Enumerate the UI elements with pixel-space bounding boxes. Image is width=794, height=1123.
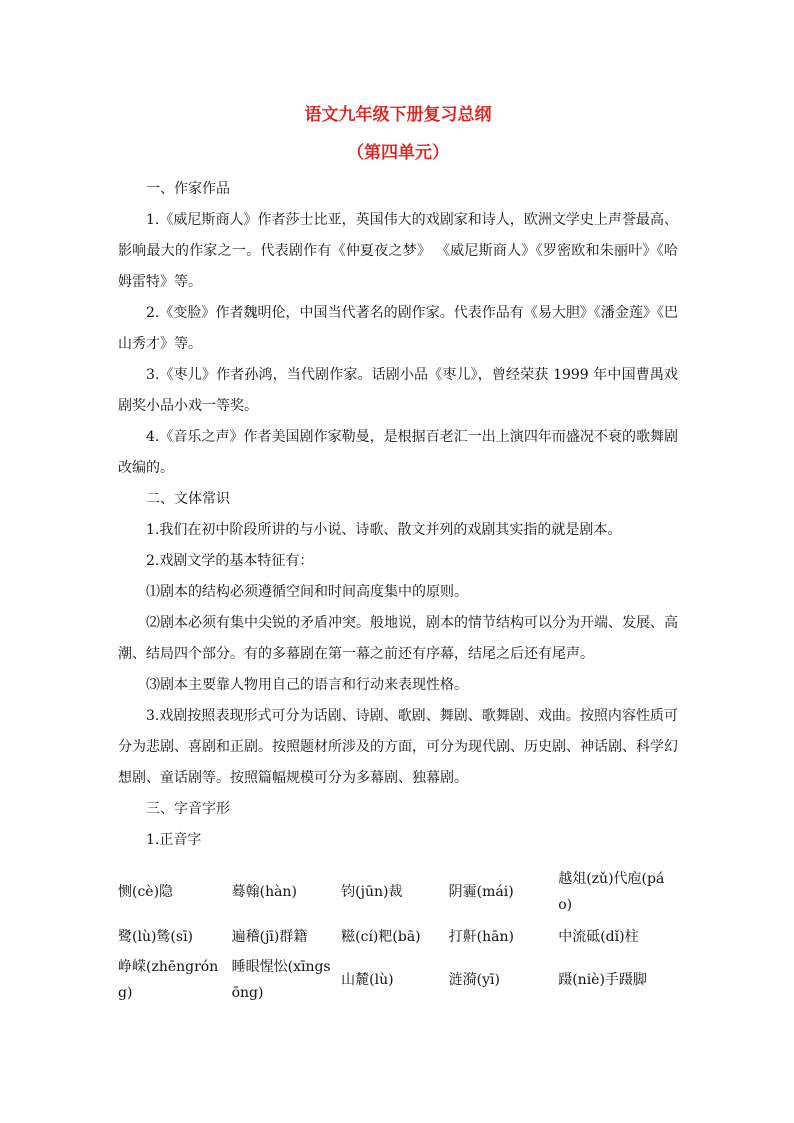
section-pronunciation <box>118 794 678 856</box>
table-cell: 阴霾(mái) <box>448 884 514 900</box>
document-title: 语文九年级下册复习总纲 <box>304 105 492 125</box>
table-cell: 涟漪(yī) <box>448 972 500 988</box>
paragraph: 2.戏剧文学的基本特征有： <box>146 553 314 569</box>
table-cell: 恻(cè)隐 <box>118 884 174 900</box>
table-cell: 打鼾(hān) <box>448 929 514 945</box>
table-cell: 睡眼惺忪(xīngsōng) <box>231 959 331 1001</box>
paragraph: ⑶剧本主要靠人物用自己的语言和行动来表现性格。 <box>146 677 468 693</box>
paragraph: 2.《变脸》作者魏明伦，中国当代著名的剧作家。代表作品有《易大胆》《潘金莲》《巴山秀才》等。 <box>118 305 678 352</box>
document-body <box>118 174 678 1006</box>
table-cell: 越俎(zǔ)代庖(páo) <box>558 871 665 913</box>
paragraph: ⑴剧本的结构必须遵循空间和时间高度集中的原则。 <box>146 584 468 600</box>
paragraph: 1.正音字 <box>146 832 202 848</box>
paragraph: 1.《威尼斯商人》作者莎士比亚，英国伟大的戏剧家和诗人，欧洲文学史上声誉最高、影响最大的作家之一。代表剧作有《仲夏夜之梦》 《威尼斯商人》《罗密欧和朱丽叶》《哈姆雷特》等。 <box>118 212 678 290</box>
paragraph: 4.《音乐之声》作者美国剧作家勒曼，是根据百老汇一出上演四年而盛况不衰的歌舞剧改编的。 <box>118 429 678 476</box>
table-row <box>116 920 680 954</box>
table-cell: 糍(cí)粑(bā) <box>341 929 421 945</box>
table-cell: 蓦翰(hàn) <box>231 884 297 900</box>
paragraph: ⑵剧本必须有集中尖锐的矛盾冲突。般地说，剧本的情节结构可以分为开端、发展、高潮、结局四个部分。有的多幕剧在第一幕之前还有序幕，结尾之后还有尾声。 <box>118 615 678 662</box>
table-cell: 鹭(lù)鸶(sī) <box>118 929 194 945</box>
section-heading: 三、字音字形 <box>146 801 230 817</box>
table-row <box>116 864 680 920</box>
pinyin-table <box>116 864 680 1006</box>
section-authors-works <box>118 174 678 484</box>
table-row <box>116 954 680 1006</box>
table-cell: 遍稽(jī)群籍 <box>231 929 308 945</box>
document-page <box>118 96 678 1006</box>
table-cell: 峥嵘(zhēngróng) <box>118 959 219 1001</box>
section-heading: 一、作家作品 <box>146 181 230 197</box>
table-cell: 钧(jūn)裁 <box>341 884 403 900</box>
paragraph: 1.我们在初中阶段所讲的与小说、诗歌、散文并列的戏剧其实指的就是剧本。 <box>146 522 622 538</box>
paragraph: 3.《枣儿》作者孙鸿，当代剧作家。话剧小品《枣儿》，曾经荣获 1999 年中国曹禺戏剧奖小品小戏一等奖。 <box>118 367 678 414</box>
paragraph: 3.戏剧按照表现形式可分为话剧、诗剧、歌剧、舞剧、歌舞剧、戏曲。按照内容性质可分为悲剧、喜剧和正剧。按照题材所涉及的方面，可分为现代剧、历史剧、神话剧、科学幻想剧、童话剧等。按照篇幅规模可分为多幕剧、独幕剧。 <box>118 708 678 786</box>
section-genre-knowledge <box>118 484 678 794</box>
table-cell: 中流砥(dǐ)柱 <box>558 929 639 945</box>
document-subtitle: （第四单元） <box>347 143 449 163</box>
section-heading: 二、文体常识 <box>146 491 230 507</box>
table-cell: 山麓(lù) <box>341 972 394 988</box>
table-cell: 蹑(niè)手蹑脚 <box>558 972 647 988</box>
